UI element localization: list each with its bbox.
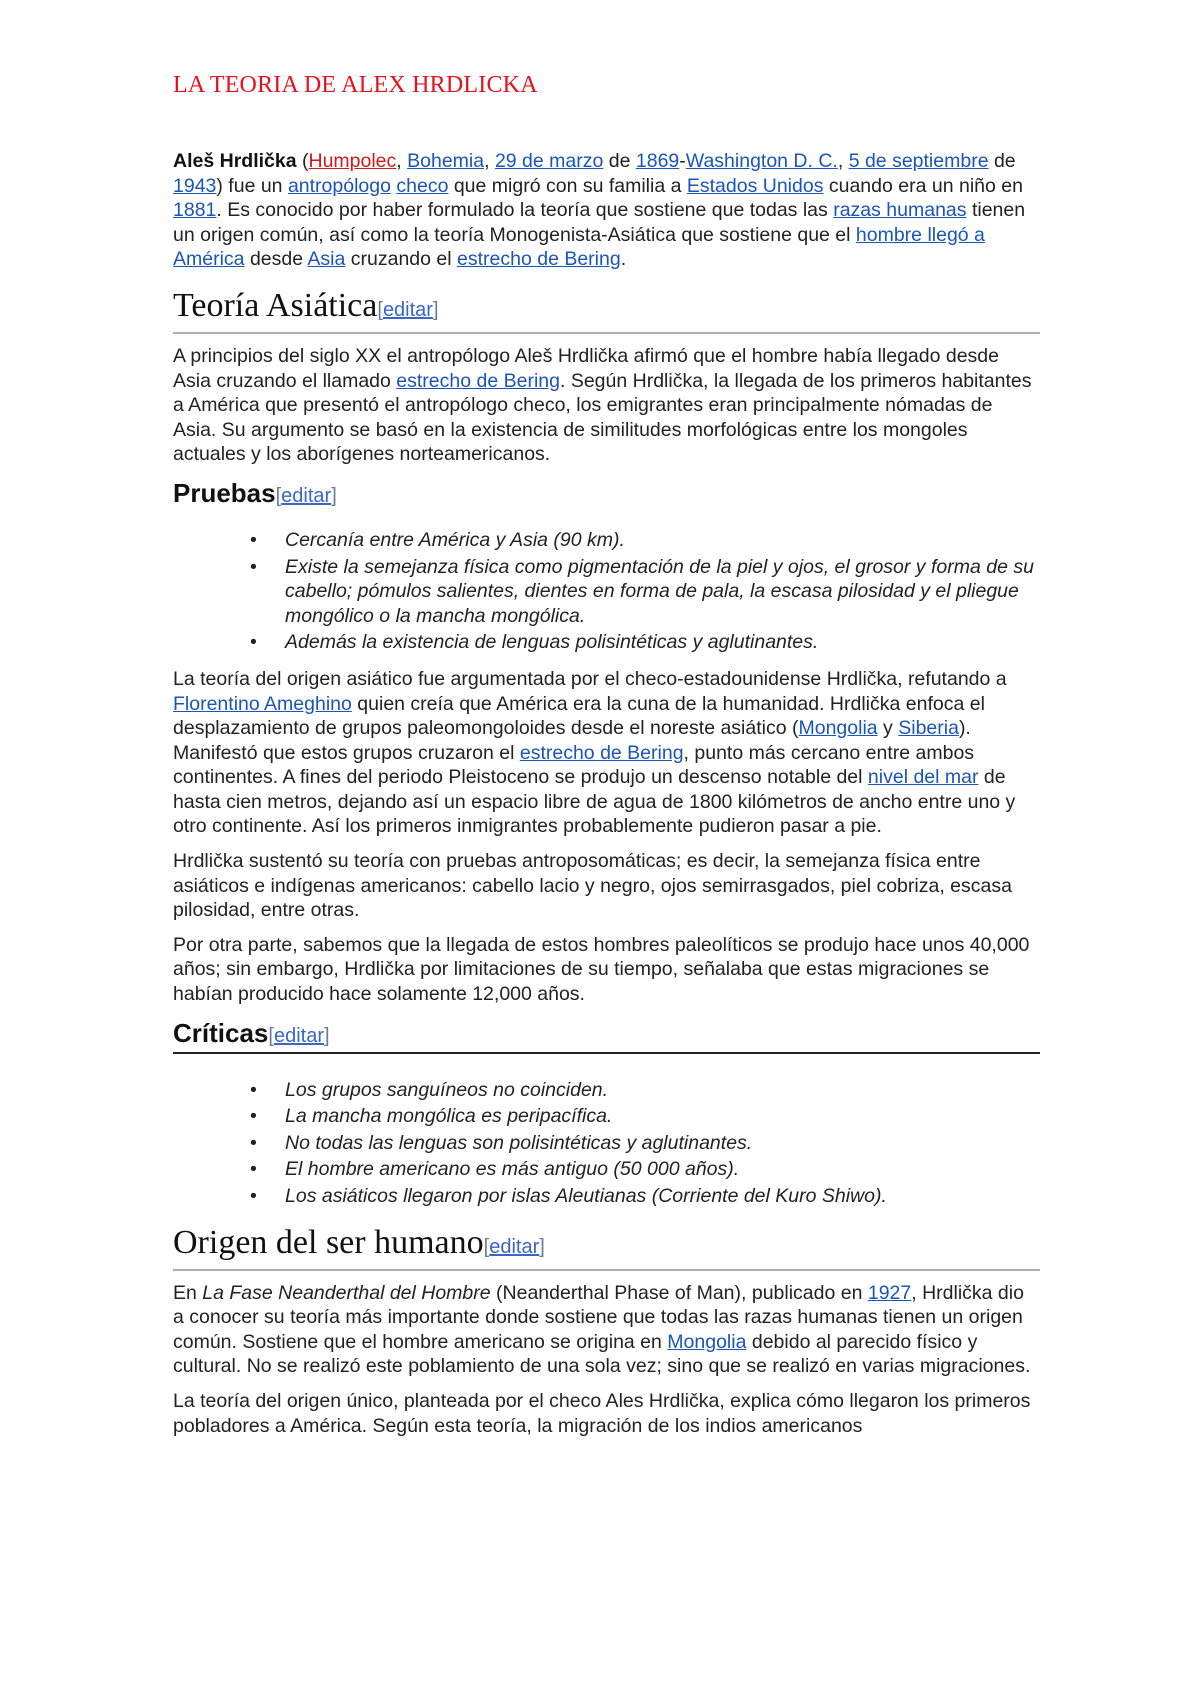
intro-paragraph: Aleš Hrdlička (Humpolec, Bohemia, 29 de marzo de 1869-Washington D. C., 5 de septiembre de 1943) fue un antropólogo checo que migró con su familia a Estados Unidos cuando era un niño en 1881. Es conocido por haber formulado la teoría que sostiene que todas las razas humanas tienen un origen común, así como la teoría Monogenista-Asiática que sostiene que el hombre llegó a América desde Asia cruzando el estrecho de Bering. xyxy=(173,150,1026,271)
link-year-1927[interactable]: 1927 xyxy=(867,1281,912,1304)
origen-paragraph-1: En La Fase Neanderthal del Hombre (Neanderthal Phase of Man), publicado en 1927, Hrdlička dio a conocer su teoría más importante donde sostiene que todas las razas humanas tienen un origen común. Sostiene que el hombre americano se origina en Mongolia debido al parecido físico y cultural. No se realizó este poblamiento de una sola vez; sino que se realizó en varias migraciones. xyxy=(173,1281,1031,1378)
link-mongolia[interactable]: Mongolia xyxy=(798,717,878,740)
link-antropologo[interactable]: antropólogo xyxy=(287,174,391,197)
pruebas-paragraph-2: Hrdlička sustentó su teoría con pruebas antroposomáticas; es decir, la semejanza física entre asiáticos e indígenas americanos: cabello lacio y negro, ojos semirrasgados, piel cobriza, escasa pilosidad, entre otras. xyxy=(173,850,1012,922)
list-item: • No todas las lenguas son polisintéticas y aglutinantes. xyxy=(250,1131,753,1154)
link-bohemia[interactable]: Bohemia xyxy=(407,150,485,172)
link-estrecho-bering[interactable]: estrecho de Bering xyxy=(457,248,621,271)
heading-pruebas: Pruebas[editar] xyxy=(173,477,337,508)
link-year-1943[interactable]: 1943 xyxy=(173,174,217,197)
link-razas-humanas[interactable]: razas humanas xyxy=(833,199,967,222)
edit-link[interactable]: editar xyxy=(281,484,332,507)
list-item: • El hombre americano es más antiguo (50 000 años). xyxy=(250,1158,740,1181)
link-washington[interactable]: Washington D. C. xyxy=(685,150,838,172)
document-body xyxy=(173,72,1040,1448)
criticas-list xyxy=(173,1078,1040,1209)
link-year-1869[interactable]: 1869 xyxy=(635,150,680,172)
link-estrecho-bering[interactable]: estrecho de Bering xyxy=(519,741,684,764)
list-item: • Además la existencia de lenguas polisintéticas y aglutinantes. xyxy=(250,631,819,654)
list-item: • Los asiáticos llegaron por islas Aleutianas (Corriente del Kuro Shiwo). xyxy=(250,1185,887,1207)
pruebas-paragraph-3: Por otra parte, sabemos que la llegada de estos hombres paleolíticos se produjo hace unos 40,000 años; sin embargo, Hrdlička por limitaciones de su tiempo, señalaba que estas migraciones se habían producido hace solamente 12,000 años. xyxy=(173,933,1030,1006)
book-title: La Fase Neanderthal del Hombre xyxy=(202,1281,491,1304)
list-item: • La mancha mongólica es peripacífica. xyxy=(250,1105,613,1128)
list-item: • Existe la semejanza física como pigmentación de la piel y ojos, el grosor y forma de su cabello; pómulos salientes, dientes en forma de pala, la escasa pilosidad y el pliegue mongólico o la mancha mongólica. xyxy=(250,555,1034,627)
heading-teoria-asiatica: Teoría Asiática[editar] xyxy=(173,286,1040,334)
teoria-paragraph: A principios del siglo XX el antropólogo Aleš Hrdlička afirmó que el hombre había llegado desde Asia cruzando el llamado estrecho de Bering. Según Hrdlička, la llegada de los primeros habitantes a América que presentó el antropólogo checo, los emigrantes eran principalmente nómadas de Asia. Su argumento se basó en la existencia de similitudes morfológicas entre los mongoles actuales y los aborígenes norteamericanos. xyxy=(173,344,1032,466)
link-florentino-ameghino[interactable]: Florentino Ameghino xyxy=(173,692,352,715)
link-humpolec[interactable]: Humpolec xyxy=(308,150,397,172)
link-date-birth[interactable]: 29 de marzo xyxy=(494,150,604,172)
edit-section: [editar] xyxy=(268,1024,330,1047)
edit-section: [editar] xyxy=(377,298,439,321)
edit-section: [editar] xyxy=(275,484,337,507)
link-asia[interactable]: Asia xyxy=(307,248,346,271)
heading-criticas: Críticas[editar] xyxy=(173,1017,1040,1054)
link-estados-unidos[interactable]: Estados Unidos xyxy=(686,174,824,197)
link-siberia[interactable]: Siberia xyxy=(898,717,959,740)
link-mongolia[interactable]: Mongolia xyxy=(667,1330,747,1353)
link-checo[interactable]: checo xyxy=(396,174,449,197)
person-name: Aleš Hrdlička xyxy=(173,150,297,172)
list-item: • Cercanía entre América y Asia (90 km). xyxy=(250,528,625,551)
pruebas-paragraph-1: La teoría del origen asiático fue argumentada por el checo-estadounidense Hrdlička, refutando a Florentino Ameghino quien creía que América era la cuna de la humanidad. Hrdlička enfoca el desplazamiento de grupos paleomongoloides desde el noreste asiático (Mongolia y Siberia). Manifestó que estos grupos cruzaron el estrecho de Bering, punto más cercano entre ambos continentes. A fines del periodo Pleistoceno se produjo un descenso notable del nivel del mar de hasta cien metros, dejando así un espacio libre de agua de 1800 kilómetros de ancho entre uno y otro continente. Así los primeros inmigrantes probablemente pudieron pasar a pie. xyxy=(173,667,1016,838)
list-item: • Los grupos sanguíneos no coinciden. xyxy=(250,1078,609,1101)
link-year-1881[interactable]: 1881 xyxy=(173,199,217,222)
document-title: LA TEORIA DE ALEX HRDLICKA xyxy=(173,72,538,98)
edit-link[interactable]: editar xyxy=(273,1024,324,1047)
origen-paragraph-2: La teoría del origen único, planteada por el checo Ales Hrdlička, explica cómo llegaron los primeros pobladores a América. Según esta teoría, la migración de los indios americanos xyxy=(173,1389,1031,1437)
edit-link[interactable]: editar xyxy=(489,1235,540,1258)
link-hombre-america[interactable]: hombre llegó a América xyxy=(173,223,985,271)
edit-section: [editar] xyxy=(483,1235,545,1258)
pruebas-list xyxy=(173,528,1040,655)
edit-link[interactable]: editar xyxy=(382,298,433,321)
link-date-death[interactable]: 5 de septiembre xyxy=(848,150,989,172)
link-nivel-del-mar[interactable]: nivel del mar xyxy=(867,766,979,789)
heading-origen: Origen del ser humano[editar] xyxy=(173,1223,1040,1271)
link-estrecho-bering[interactable]: estrecho de Bering xyxy=(396,369,560,392)
